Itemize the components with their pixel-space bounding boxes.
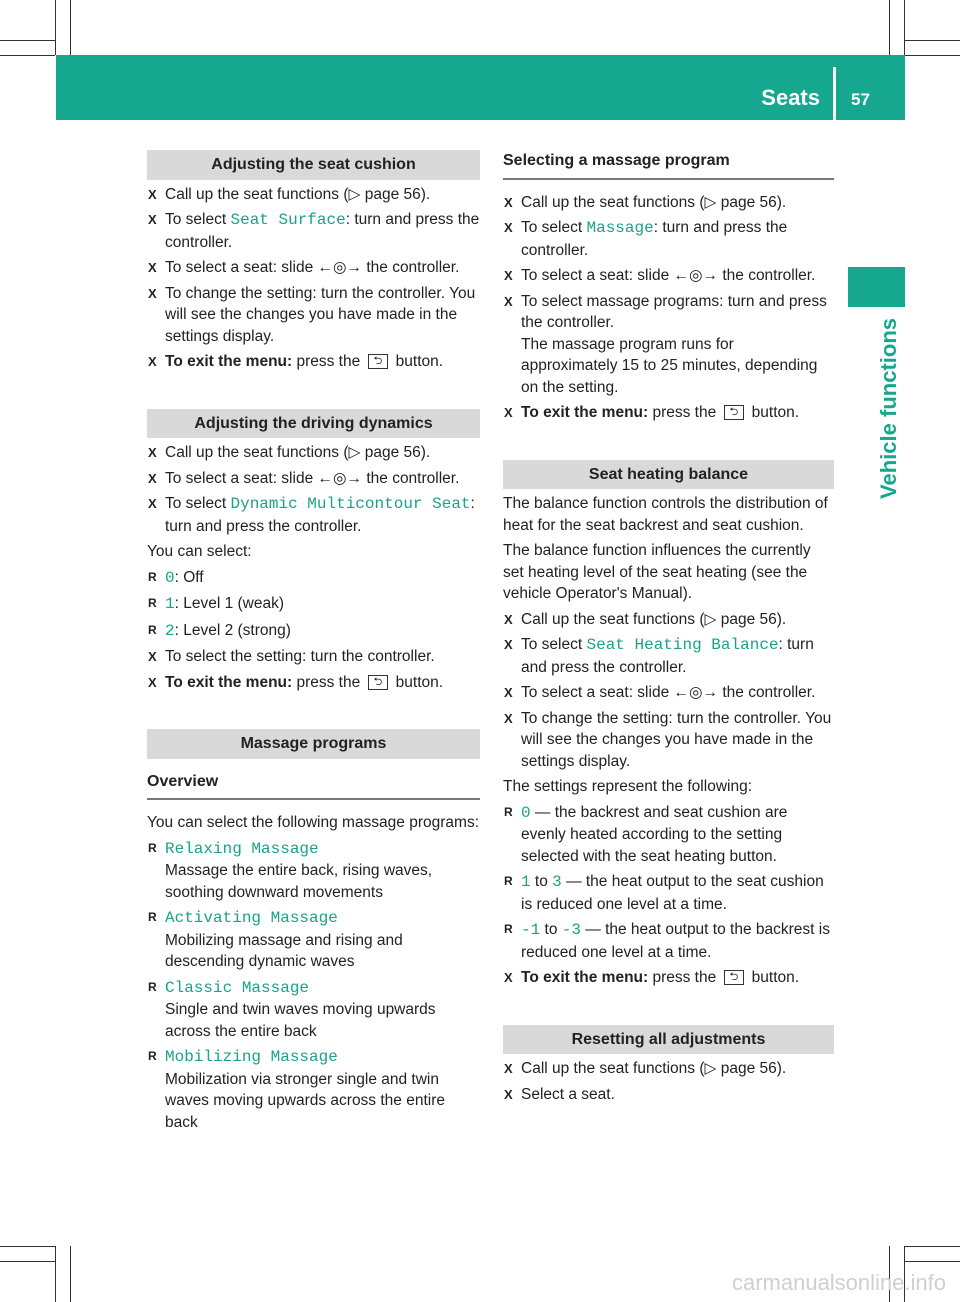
section-heading: Adjusting the seat cushion xyxy=(147,150,480,180)
menu-code: Massage xyxy=(586,219,654,237)
step: X To select a seat: slide ←◎→ the controller. xyxy=(147,257,480,279)
step: X To exit the menu: press the ⮌ button. xyxy=(147,351,480,373)
crop-mark xyxy=(889,0,890,55)
step: X To change the setting: turn the controller. You will see the changes you have made in the settings display. xyxy=(147,283,480,348)
step: X To select a seat: slide ←◎→ the controller. xyxy=(503,682,834,704)
crop-mark xyxy=(905,1246,960,1247)
crop-mark xyxy=(0,1261,55,1262)
paragraph: The balance function influences the currently set heating level of the seat heating (see the vehicle Operator's Manual). xyxy=(503,542,811,602)
back-button-icon: ⮌ xyxy=(724,405,745,420)
step: X To select the setting: turn the controller. xyxy=(147,646,480,668)
step: X To select Seat Surface: turn and press the controller. xyxy=(147,209,480,253)
step: X To select massage programs: turn and press the controller. The massage program runs for approximately 15 to 25 minutes, depending on the setting. xyxy=(503,291,834,399)
step: X To exit the menu: press the ⮌ button. xyxy=(503,967,834,989)
list-item: R -1 to -3 — the heat output to the backrest is reduced one level at a time. xyxy=(503,919,834,963)
section-title: Seats xyxy=(761,85,820,110)
paragraph: The balance function controls the distribution of heat for the seat backrest and seat cushion. xyxy=(503,495,828,534)
list-item: R 1: Level 1 (weak) xyxy=(147,593,480,616)
crop-mark xyxy=(55,1246,56,1302)
step: X To select Massage: turn and press the controller. xyxy=(503,217,834,261)
menu-code: Seat Heating Balance xyxy=(586,636,779,654)
crop-mark xyxy=(70,0,71,55)
step: X Call up the seat functions (▷ page 56). xyxy=(503,609,834,631)
step: X Call up the seat functions (▷ page 56). xyxy=(147,184,480,206)
watermark: carmanualsonline.info xyxy=(731,1270,946,1295)
paragraph: The settings represent the following: xyxy=(503,778,752,795)
crop-mark xyxy=(905,1261,960,1262)
list-item: R Relaxing Massage Massage the entire back, rising waves, soothing downward movements xyxy=(147,838,480,904)
list-item: R 1 to 3 — the heat output to the seat cushion is reduced one level at a time. xyxy=(503,871,834,915)
header-divider xyxy=(833,67,836,120)
crop-mark xyxy=(0,55,55,56)
crop-mark xyxy=(55,0,56,55)
controller-slide-icon: ←◎→ xyxy=(317,469,363,487)
menu-code: Dynamic Multicontour Seat xyxy=(230,495,471,513)
step: X Call up the seat functions (▷ page 56). xyxy=(503,1058,834,1080)
back-button-icon: ⮌ xyxy=(724,970,745,985)
section-heading: Resetting all adjustments xyxy=(503,1025,834,1055)
step: X Call up the seat functions (▷ page 56). xyxy=(503,192,834,214)
crop-mark xyxy=(905,55,960,56)
section-heading: Adjusting the driving dynamics xyxy=(147,409,480,439)
list-item: R 0: Off xyxy=(147,567,480,590)
page-number: 57 xyxy=(851,90,870,109)
page-header xyxy=(56,55,905,120)
controller-slide-icon: ←◎→ xyxy=(673,267,719,284)
back-button-icon: ⮌ xyxy=(368,354,389,369)
step: X Call up the seat functions (▷ page 56). xyxy=(147,442,480,464)
list-item: R Classic Massage Single and twin waves moving upwards across the entire back xyxy=(147,977,480,1043)
left-column xyxy=(147,150,480,1133)
paragraph: You can select: xyxy=(147,543,252,560)
step: X To select a seat: slide ←◎→ the controller. xyxy=(503,265,834,287)
step: X Select a seat. xyxy=(503,1084,834,1106)
right-column xyxy=(503,150,834,1105)
controller-slide-icon: ←◎→ xyxy=(673,684,719,701)
list-item: R Mobilizing Massage Mobilization via stronger single and twin waves moving upwards across the entire back xyxy=(147,1046,480,1133)
chapter-tab xyxy=(848,267,905,307)
crop-mark xyxy=(0,40,55,41)
step: X To select Seat Heating Balance: turn and press the controller. xyxy=(503,634,834,678)
step: X To exit the menu: press the ⮌ button. xyxy=(503,402,834,424)
sub-heading: Overview xyxy=(147,771,480,801)
back-button-icon: ⮌ xyxy=(368,675,389,690)
step: X To select Dynamic Multicontour Seat: turn and press the controller. xyxy=(147,493,480,537)
section-heading: Seat heating balance xyxy=(503,460,834,490)
step: X To exit the menu: press the ⮌ button. xyxy=(147,672,480,694)
controller-slide-icon: ←◎→ xyxy=(317,259,363,276)
step: X To select a seat: slide ←◎→ the controller. xyxy=(147,468,480,490)
chapter-label: Vehicle functions xyxy=(876,318,901,499)
list-item: R 2: Level 2 (strong) xyxy=(147,620,480,643)
crop-mark xyxy=(0,1246,55,1247)
paragraph: You can select the following massage programs: xyxy=(147,814,480,831)
crop-mark xyxy=(905,40,960,41)
section-heading: Massage programs xyxy=(147,729,480,759)
menu-code: Seat Surface xyxy=(230,211,346,229)
list-item: R 0 — the backrest and seat cushion are evenly heated according to the setting selected with the seat heating button. xyxy=(503,802,834,868)
crop-mark xyxy=(70,1246,71,1302)
step: X To change the setting: turn the controller. You will see the changes you have made in the settings display. xyxy=(503,708,834,773)
sub-heading: Selecting a massage program xyxy=(503,150,834,180)
crop-mark xyxy=(904,0,905,55)
list-item: R Activating Massage Mobilizing massage and rising and descending dynamic waves xyxy=(147,907,480,973)
